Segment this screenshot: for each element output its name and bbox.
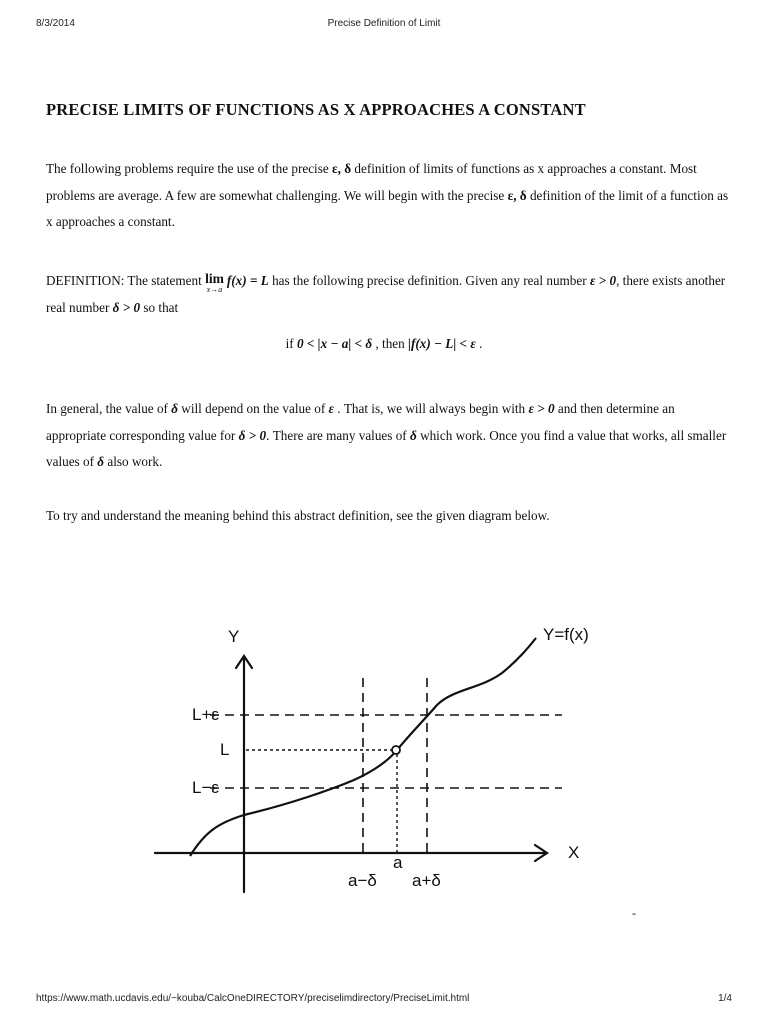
- general-paragraph: In general, the value of δ will depend on the value of ε . That is, we will always begin with ε > 0 and then determine an appropriate corresponding value for δ > 0. There are many values of δ which work. Once you find a value that works, all smaller values of δ also work.: [46, 401, 727, 469]
- y-axis-label: Y: [228, 627, 240, 646]
- print-date: 8/3/2014: [36, 18, 75, 29]
- lower-bound-label: L−ε: [192, 778, 219, 797]
- right-x-label: a+δ: [412, 871, 441, 890]
- upper-bound-label: L+ε: [192, 705, 219, 724]
- open-point: [392, 746, 400, 754]
- definition-condition: if 0 < |x − a| < δ , then |f(x) − L| < ε .: [285, 336, 483, 351]
- stray-mark: -: [632, 906, 636, 920]
- page-header-title: Precise Definition of Limit: [327, 18, 441, 29]
- function-label: Y=f(x): [543, 625, 589, 644]
- eps-delta-symbol: ε, δ: [507, 187, 527, 203]
- x-axis-label: X: [568, 843, 580, 862]
- limit-label: L: [220, 740, 230, 759]
- definition-paragraph: DEFINITION: The statement lim x→a f(x) = L has the following precise definition. Given any real number ε > 0, there exists another real number δ > 0 so that: [46, 270, 726, 315]
- center-x-label: a: [393, 853, 403, 872]
- left-x-label: a−δ: [348, 871, 377, 890]
- limit-notation: lim x→a: [205, 270, 224, 294]
- eps-delta-symbol: ε, δ: [332, 161, 352, 176]
- limit-diagram: [150, 620, 620, 900]
- intro-paragraph: The following problems require the use of the precise ε, δ definition of limits of functions as x approaches a constant. Most problems are average. A few are somewhat challenging. We will begin with the precise ε, δ definition of the limit of a function as x approaches a constant.: [46, 161, 729, 229]
- diagram-intro: To try and understand the meaning behind this abstract definition, see the given diagram below.: [46, 508, 550, 523]
- document-title: PRECISE LIMITS OF FUNCTIONS AS X APPROACHES A CONSTANT: [46, 100, 586, 119]
- page-url: https://www.math.ucdavis.edu/~kouba/CalcOneDIRECTORY/preciselimdirectory/PreciseLimit.html: [36, 993, 470, 1004]
- page-number: 1/4: [718, 993, 732, 1004]
